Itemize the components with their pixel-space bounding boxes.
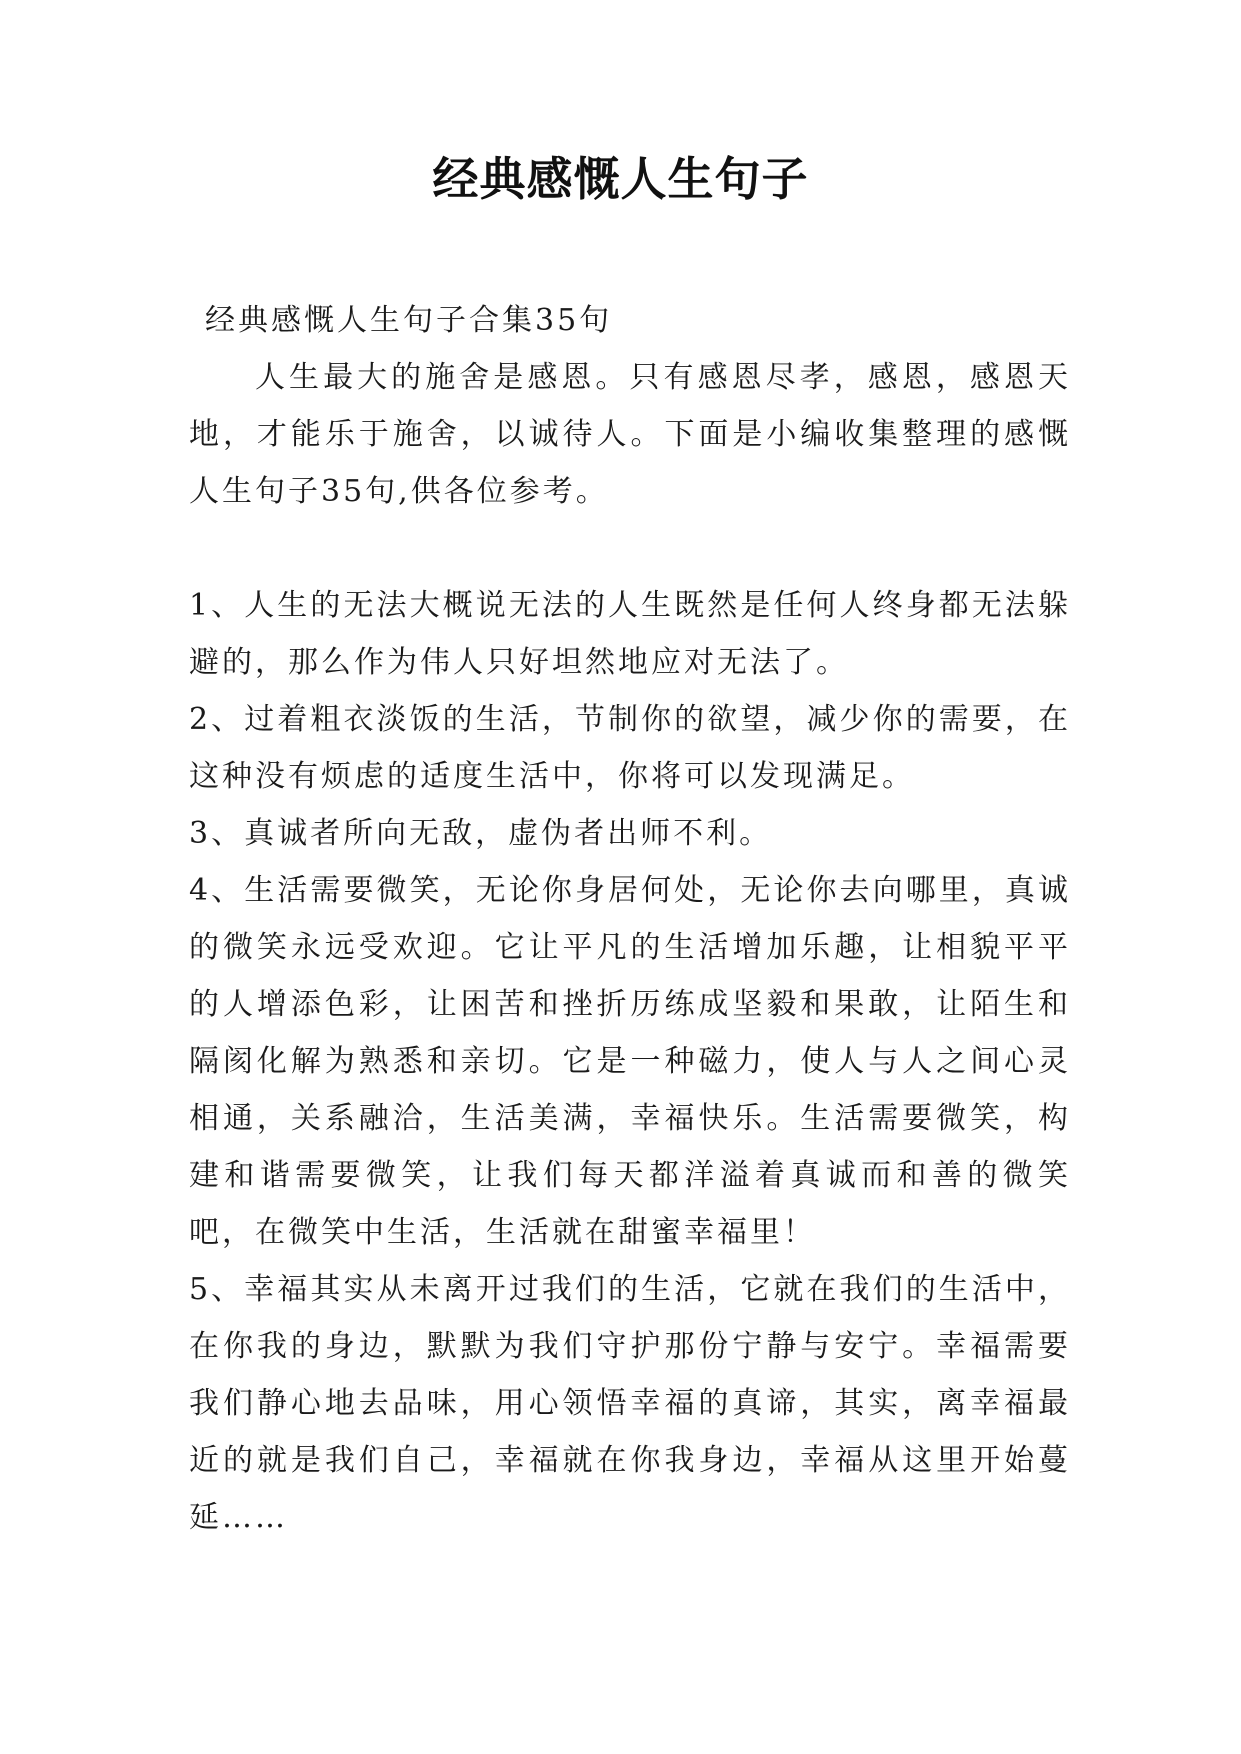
list-item: 1、人生的无法大概说无法的人生既然是任何人终身都无法躲避的，那么作为伟人只好坦然地应对无法了。: [189, 588, 1071, 680]
intro-paragraph: 人生最大的施舍是感恩。只有感恩尽孝，感恩，感恩天地，才能乐于施舍，以诚待人。下面是小编收集整理的感慨人生句子35句,供各位参考。: [189, 360, 1071, 509]
list-item: 4、生活需要微笑，无论你身居何处，无论你去向哪里，真诚的微笑永远受欢迎。它让平凡的生活增加乐趣，让相貌平平的人增添色彩，让困苦和挫折历练成坚毅和果敢，让陌生和隔阂化解为熟悉和亲切。它是一种磁力，使人与人之间心灵相通，关系融洽，生活美满，幸福快乐。生活需要微笑，构建和谐需要微笑，让我们每天都洋溢着真诚而和善的微笑吧，在微笑中生活，生活就在甜蜜幸福里！: [189, 873, 1071, 1250]
document-subtitle: 经典感慨人生句子合集35句: [205, 303, 613, 338]
list-item: 2、过着粗衣淡饭的生活，节制你的欲望，减少你的需要，在这种没有烦虑的适度生活中，你将可以发现满足。: [189, 702, 1071, 794]
document-title: 经典感慨人生句子: [432, 152, 809, 206]
paragraph-spacer: [189, 520, 1071, 577]
document-body: [189, 292, 1071, 1546]
list-item: 5、幸福其实从未离开过我们的生活，它就在我们的生活中，在你我的身边，默默为我们守护那份宁静与安宁。幸福需要我们静心地去品味，用心领悟幸福的真谛，其实，离幸福最近的就是我们自己，幸福就在你我身边，幸福从这里开始蔓延……: [189, 1272, 1071, 1535]
list-item: 3、真诚者所向无敌，虚伪者出师不利。: [189, 816, 773, 851]
